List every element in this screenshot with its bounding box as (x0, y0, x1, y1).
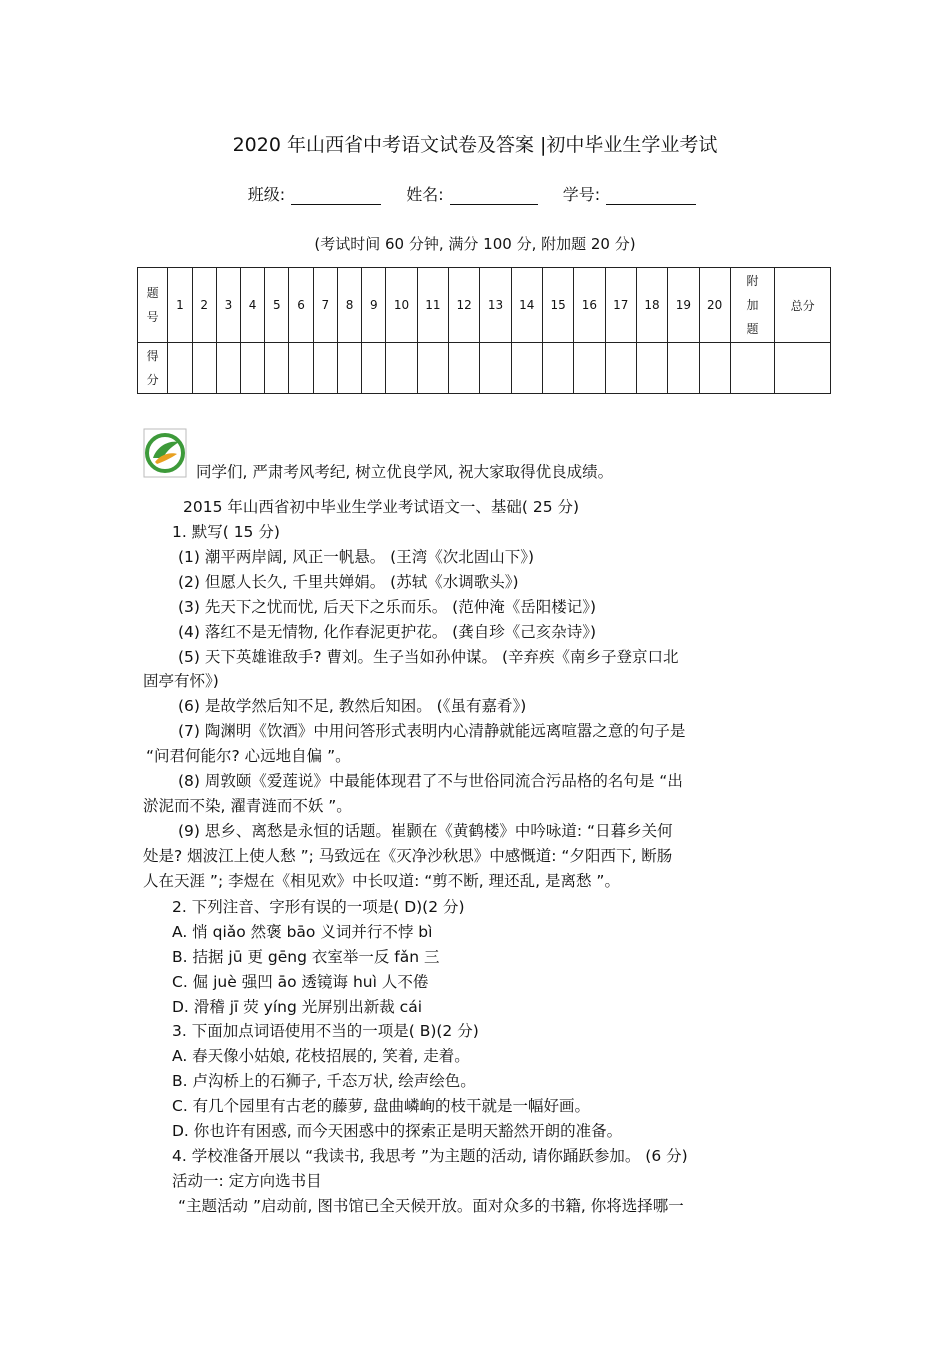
question-number-cell: 9 (362, 268, 386, 343)
question-4: 4. 学校准备开展以 “我读书, 我思考 ”为主题的活动, 请你踊跃参加。 (6 分) (172, 1147, 688, 1165)
option-a: A. 春天像小姑娘, 花枝招展的, 笑着, 走着。 (172, 1047, 470, 1065)
score-cell (337, 343, 361, 394)
option-d: D. 滑稽 jī 荧 yíng 光屏别出新裁 cái (172, 998, 423, 1016)
score-cell (192, 343, 216, 394)
answer-line: (2) 但愿人长久, 千里共婵娟。 (苏轼《水调歌头》) (178, 573, 519, 591)
answer-line: 处是? 烟波江上使人愁 ”; 马致远在《灭净沙秋思》中感慨道: “夕阳西下, 断肠 (143, 847, 673, 865)
id-label: 学号: (562, 185, 601, 204)
score-cell (168, 343, 192, 394)
answer-line: 人在天涯 ”; 李煜在《相见欢》中长叹道: “剪不断, 理还乱, 是离愁 ”。 (143, 872, 620, 890)
school-logo-icon (143, 428, 187, 478)
answer-line: (5) 天下英雄谁敌手? 曹刘。生子当如孙仲谋。 (辛弃疾《南乡子登京口北 (178, 648, 679, 666)
answer-line: “问君何能尔? 心远地自偏 ”。 (146, 747, 351, 765)
option-b: B. 卢沟桥上的石狮子, 千态万状, 绘声绘色。 (172, 1072, 476, 1090)
question-2: 2. 下列注音、字形有误的一项是( D)(2 分) (172, 898, 465, 916)
question-1: 1. 默写( 15 分) (172, 523, 280, 541)
question-number-cell: 5 (265, 268, 289, 343)
answer-line: 淤泥而不染, 濯青涟而不妖 ”。 (143, 797, 352, 815)
score-cell (775, 343, 831, 394)
answer-line: (4) 落红不是无情物, 化作春泥更护花。 (龚自珍《己亥杂诗》) (178, 623, 597, 641)
score-cell (480, 343, 511, 394)
question-number-cell: 13 (480, 268, 511, 343)
question-number-cell: 17 (605, 268, 636, 343)
score-cell (605, 343, 636, 394)
score-cell (449, 343, 480, 394)
answer-line: (7) 陶渊明《饮酒》中用问答形式表明内心清静就能远离喧嚣之意的句子是 (178, 722, 686, 740)
score-cell (241, 343, 265, 394)
question-number-cell: 3 (216, 268, 240, 343)
activity-title: 活动一: 定方向选书目 (172, 1172, 322, 1190)
question-number-cell: 12 (449, 268, 480, 343)
option-d: D. 你也许有困惑, 而今天困惑中的探索正是明天豁然开朗的准备。 (172, 1122, 623, 1140)
score-cell (511, 343, 542, 394)
question-number-cell: 15 (542, 268, 573, 343)
question-number-cell: 20 (699, 268, 730, 343)
section-title: 2015 年山西省初中毕业生学业考试语文一、基础( 25 分) (183, 498, 580, 516)
question-3: 3. 下面加点词语使用不当的一项是( B)(2 分) (172, 1022, 479, 1040)
name-label: 姓名: (406, 185, 444, 204)
score-table (137, 267, 831, 394)
score-cell (362, 343, 386, 394)
question-number-cell: 19 (668, 268, 699, 343)
question-number-cell: 18 (636, 268, 667, 343)
score-cell (386, 343, 417, 394)
question-number-cell: 2 (192, 268, 216, 343)
class-label: 班级: (247, 185, 286, 204)
score-cell (636, 343, 667, 394)
student-info-row (0, 182, 950, 205)
intro-line: 同学们, 严肃考风考纪, 树立优良学风, 祝大家取得优良成绩。 (196, 463, 614, 481)
score-cell (289, 343, 313, 394)
id-blank (606, 186, 696, 205)
score-cell (730, 343, 774, 394)
option-a: A. 悄 qiǎo 然褒 bāo 义词并行不悖 bì (172, 923, 433, 941)
score-cell (699, 343, 730, 394)
score-cell (574, 343, 605, 394)
score-cell (313, 343, 337, 394)
option-c: C. 倔 juè 强凹 āo 透镜诲 huì 人不倦 (172, 973, 429, 991)
answer-line: (3) 先天下之忧而忧, 后天下之乐而乐。 (范仲淹《岳阳楼记》) (178, 598, 597, 616)
question-number-cell: 16 (574, 268, 605, 343)
score-cell (265, 343, 289, 394)
name-blank (450, 186, 538, 205)
document-title: 2020 年山西省中考语文试卷及答案 |初中毕业生学业考试 (232, 134, 718, 156)
option-b: B. 拮据 jū 更 gēng 衣室举一反 fǎn 三 (172, 948, 440, 966)
question-number-cell: 7 (313, 268, 337, 343)
question-number-cell: 8 (337, 268, 361, 343)
answer-line: (1) 潮平两岸阔, 风正一帆悬。 (王湾《次北固山下》) (178, 548, 535, 566)
score-cell (216, 343, 240, 394)
answer-line: (8) 周敦颐《爱莲说》中最能体现君了不与世俗同流合污品格的名句是 “出 (178, 772, 683, 790)
option-c: C. 有几个园里有古老的藤萝, 盘曲嶙峋的枝干就是一幅好画。 (172, 1097, 591, 1115)
score-cell (417, 343, 448, 394)
question-number-cell: 14 (511, 268, 542, 343)
question-number-cell: 1 (168, 268, 192, 343)
question-number-cell: 4 (241, 268, 265, 343)
question-number-cell: 11 (417, 268, 448, 343)
answer-line: 固亭有怀》) (143, 672, 219, 690)
question-number-cell: 6 (289, 268, 313, 343)
row-header-number: 题 号 (138, 268, 168, 343)
score-cell (542, 343, 573, 394)
score-cell (668, 343, 699, 394)
class-blank (291, 186, 381, 205)
extra-question-header: 附 加 题 (730, 268, 774, 343)
total-header: 总分 (775, 268, 831, 343)
answer-line: (6) 是故学然后知不足, 教然后知困。 (《虽有嘉肴》) (178, 697, 527, 715)
exam-info: (考试时间 60 分钟, 满分 100 分, 附加题 20 分) (314, 235, 636, 253)
question-number-cell: 10 (386, 268, 417, 343)
row-header-score: 得 分 (138, 343, 168, 394)
answer-line: (9) 思乡、离愁是永恒的话题。崔颢在《黄鹤楼》中吟咏道: “日暮乡关何 (178, 822, 673, 840)
activity-text: “主题活动 ”启动前, 图书馆已全天候开放。面对众多的书籍, 你将选择哪一 (178, 1197, 684, 1215)
